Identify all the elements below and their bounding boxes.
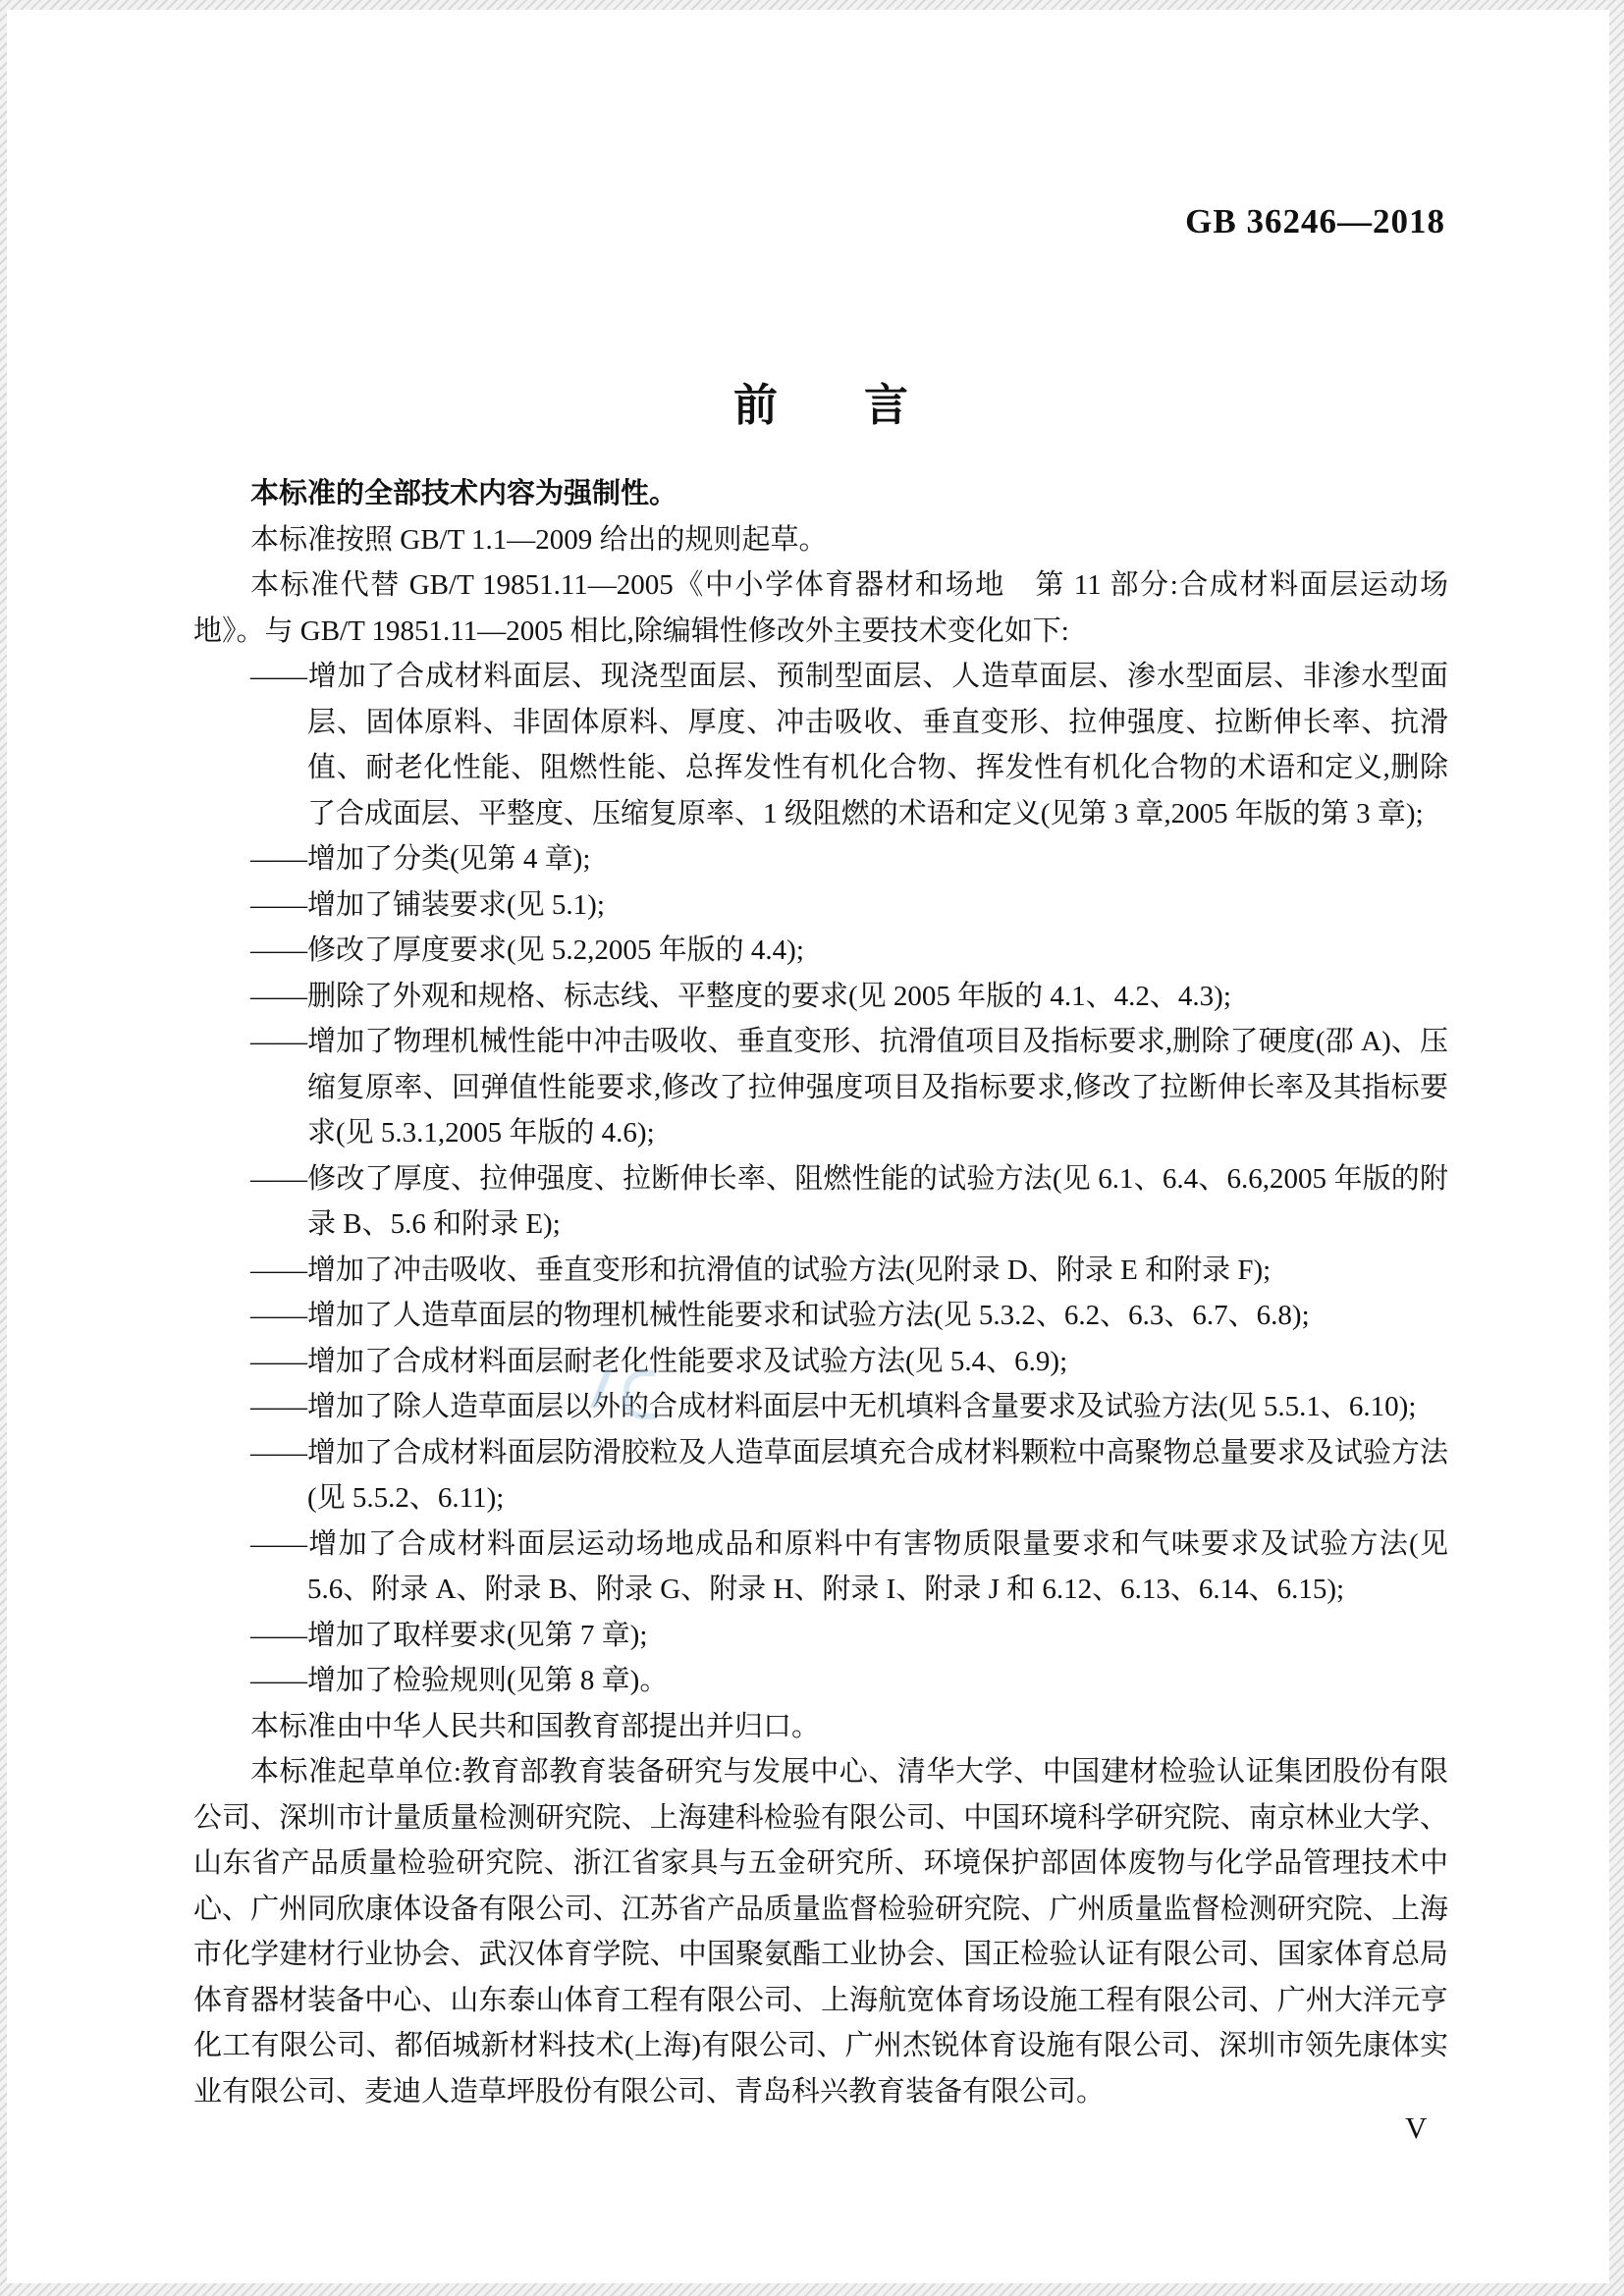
change-list-item: ——增加了人造草面层的物理机械性能要求和试验方法(见 5.3.2、6.2、6.3、6.7、6.8); <box>250 1300 1310 1331</box>
change-list-item: ——增加了除人造草面层以外的合成材料面层中无机填料含量要求及试验方法(见 5.5.1、6.10); <box>250 1391 1417 1422</box>
change-list-item: ——增加了合成材料面层运动场地成品和原料中有害物质限量要求和气味要求及试验方法(见 5.6、附录 A、附录 B、附录 G、附录 H、附录 I、附录 J 和 6.12、6.13、6.14、6.15); <box>250 1527 1448 1605</box>
document-page <box>7 10 1609 2283</box>
page-title: 前言 <box>732 381 995 431</box>
paragraph-replacement-note: 本标准代替 GB/T 19851.11—2005《中小学体育器材和场地 第 11 部分:合成材料面层运动场地》。与 GB/T 19851.11—2005 相比,除编辑性修改外主要技术变化如下: <box>193 569 1448 647</box>
standard-number-header: GB 36246—2018 <box>1185 202 1445 240</box>
change-list-item: ——增加了分类(见第 4 章); <box>250 843 591 875</box>
change-list-item: ——删除了外观和规格、标志线、平整度的要求(见 2005 年版的 4.1、4.2、4.3); <box>250 980 1231 1012</box>
change-list-item: ——增加了铺装要求(见 5.1); <box>250 888 605 921</box>
foreword-body <box>193 471 1448 2114</box>
change-list-item: ——增加了检验规则(见第 8 章)。 <box>250 1665 669 1696</box>
paragraph-drafting-organizations: 本标准起草单位:教育部教育装备研究与发展中心、清华大学、中国建材检验认证集团股份有限公司、深圳市计量质量检测研究院、上海建科检验有限公司、中国环境科学研究院、南京林业大学、山东省产品质量检验研究院、浙江省家具与五金研究所、环境保护部固体废物与化学品管理技术中心、广州同欣康体设备有限公司、江苏省产品质量监督检验研究院、广州质量监督检测研究院、上海市化学建材行业协会、武汉体育学院、中国聚氨酯工业协会、国正检验认证有限公司、国家体育总局体育器材装备中心、山东泰山体育工程有限公司、上海航宽体育场设施工程有限公司、广州大洋元亨化工有限公司、都佰城新材料技术(上海)有限公司、广州杰锐体育设施有限公司、深圳市领先康体实业有限公司、麦迪人造草坪股份有限公司、青岛科兴教育装备有限公司。 <box>193 1756 1448 2108</box>
change-list-item: ——增加了物理机械性能中冲击吸收、垂直变形、抗滑值项目及指标要求,删除了硬度(邵 A)、压缩复原率、回弹值性能要求,修改了拉伸强度项目及指标要求,修改了拉断伸长率及其指标要求(见 5.3.1,2005 年版的 4.6); <box>250 1026 1448 1148</box>
paragraph-drafting-basis: 本标准按照 GB/T 1.1—2009 给出的规则起草。 <box>250 523 828 556</box>
change-list-item: ——修改了厚度、拉伸强度、拉断伸长率、阻燃性能的试验方法(见 6.1、6.4、6.6,2005 年版的附录 B、5.6 和附录 E); <box>250 1162 1448 1240</box>
change-list-item: ——增加了合成材料面层耐老化性能要求及试验方法(见 5.4、6.9); <box>250 1345 1068 1377</box>
paragraph-mandatory-note: 本标准的全部技术内容为强制性。 <box>250 478 678 509</box>
change-list-item: ——增加了冲击吸收、垂直变形和抗滑值的试验方法(见附录 D、附录 E 和附录 F); <box>250 1254 1272 1286</box>
change-list-item: ——增加了合成材料面层、现浇型面层、预制型面层、人造草面层、渗水型面层、非渗水型面层、固体原料、非固体原料、厚度、冲击吸收、垂直变形、拉伸强度、拉断伸长率、抗滑值、耐老化性能、阻燃性能、总挥发性有机化合物、挥发性有机化合物的术语和定义,删除了合成面层、平整度、压缩复原率、1 级阻燃的术语和定义(见第 3 章,2005 年版的第 3 章); <box>250 661 1448 829</box>
change-list-item: ——增加了合成材料面层防滑胶粒及人造草面层填充合成材料颗粒中高聚物总量要求及试验方法(见 5.5.2、6.11); <box>250 1436 1448 1514</box>
page-number: V <box>1405 2110 1428 2145</box>
change-list <box>193 654 1448 1704</box>
change-list-item: ——增加了取样要求(见第 7 章); <box>250 1619 648 1651</box>
paragraph-issuing-authority: 本标准由中华人民共和国教育部提出并归口。 <box>250 1710 821 1742</box>
change-list-item: ——修改了厚度要求(见 5.2,2005 年版的 4.4); <box>250 934 804 966</box>
